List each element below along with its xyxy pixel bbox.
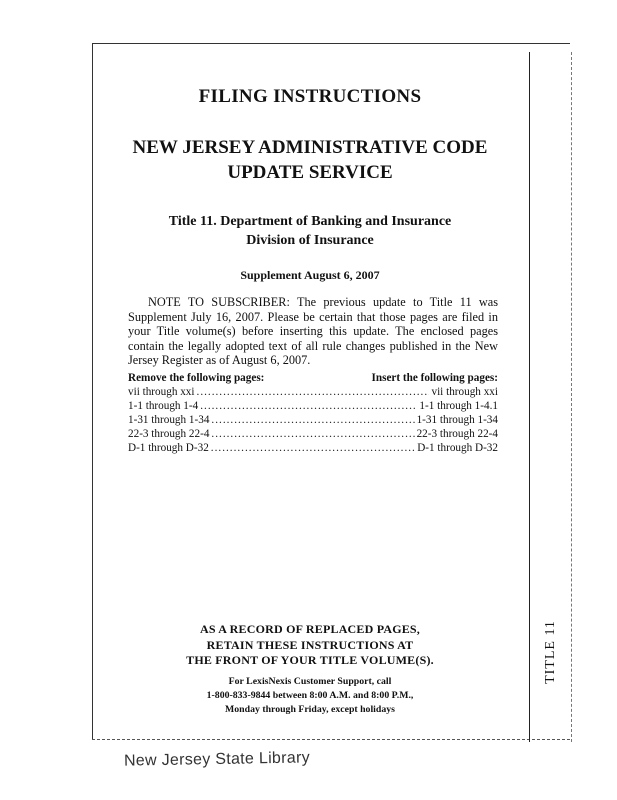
table-row bbox=[128, 399, 498, 413]
code-title-line1: NEW JERSEY ADMINISTRATIVE CODE bbox=[132, 137, 488, 158]
remove-pages: vii through xxi bbox=[128, 386, 195, 398]
dot-leader bbox=[197, 385, 430, 399]
insert-pages: 1-31 through 1-34 bbox=[416, 414, 498, 426]
title-tab bbox=[532, 607, 570, 697]
insert-pages: 22-3 through 22-4 bbox=[416, 428, 498, 440]
dot-leader bbox=[211, 427, 414, 441]
pages-table bbox=[128, 371, 498, 455]
page-border-left bbox=[92, 43, 93, 740]
insert-header: Insert the following pages: bbox=[371, 372, 498, 384]
title-tab-label: TITLE 11 bbox=[543, 620, 559, 684]
table-row bbox=[128, 427, 498, 441]
supplement-date: Supplement August 6, 2007 bbox=[240, 268, 380, 282]
library-stamp: New Jersey State Library bbox=[123, 749, 311, 770]
dot-leader bbox=[200, 399, 417, 413]
code-title bbox=[100, 135, 520, 185]
record-notice-line1: AS A RECORD OF REPLACED PAGES, bbox=[199, 622, 421, 636]
support-line2: 1-800-833-9844 between 8:00 A.M. and 8:00 P.M., bbox=[206, 690, 414, 701]
code-title-line2: UPDATE SERVICE bbox=[227, 162, 393, 183]
dot-leader bbox=[211, 413, 414, 427]
subject-title bbox=[100, 212, 520, 250]
customer-support bbox=[110, 675, 510, 717]
page-heading: FILING INSTRUCTIONS bbox=[198, 86, 422, 107]
pages-table-header bbox=[128, 371, 498, 385]
insert-pages: 1-1 through 1-4.1 bbox=[419, 400, 498, 412]
remove-pages: 1-31 through 1-34 bbox=[128, 414, 210, 426]
remove-header: Remove the following pages: bbox=[128, 372, 265, 384]
insert-pages: vii through xxi bbox=[431, 386, 498, 398]
insert-pages: D-1 through D-32 bbox=[417, 442, 498, 454]
subject-line1: Title 11. Department of Banking and Insurance bbox=[168, 214, 452, 229]
support-line3: Monday through Friday, except holidays bbox=[225, 704, 395, 715]
page-border-bottom bbox=[92, 739, 570, 740]
subject-line2: Division of Insurance bbox=[246, 233, 374, 248]
table-row bbox=[128, 441, 498, 455]
tab-divider-left bbox=[529, 52, 530, 742]
table-row bbox=[128, 413, 498, 427]
record-notice-line2: RETAIN THESE INSTRUCTIONS AT bbox=[206, 637, 414, 652]
subscriber-note: NOTE TO SUBSCRIBER: The previous update to Title 11 was Supplement July 16, 2007. Please be certain that those pages are filed in your Title volume(s) before inserting this update. The enclosed pages contain the legally adopted text of all rule changes published in the New Jersey Register as of August 6, 2007. bbox=[128, 295, 498, 368]
remove-pages: 1-1 through 1-4 bbox=[128, 400, 199, 412]
record-notice-line3: THE FRONT OF YOUR TITLE VOLUME(S). bbox=[186, 653, 434, 667]
remove-pages: 22-3 through 22-4 bbox=[128, 428, 210, 440]
record-notice bbox=[110, 622, 510, 669]
dot-leader bbox=[211, 441, 415, 455]
tab-divider-right bbox=[571, 52, 572, 742]
table-row bbox=[128, 385, 498, 399]
support-line1: For LexisNexis Customer Support, call bbox=[228, 676, 392, 687]
remove-pages: D-1 through D-32 bbox=[128, 442, 209, 454]
page-border-top bbox=[92, 43, 570, 44]
